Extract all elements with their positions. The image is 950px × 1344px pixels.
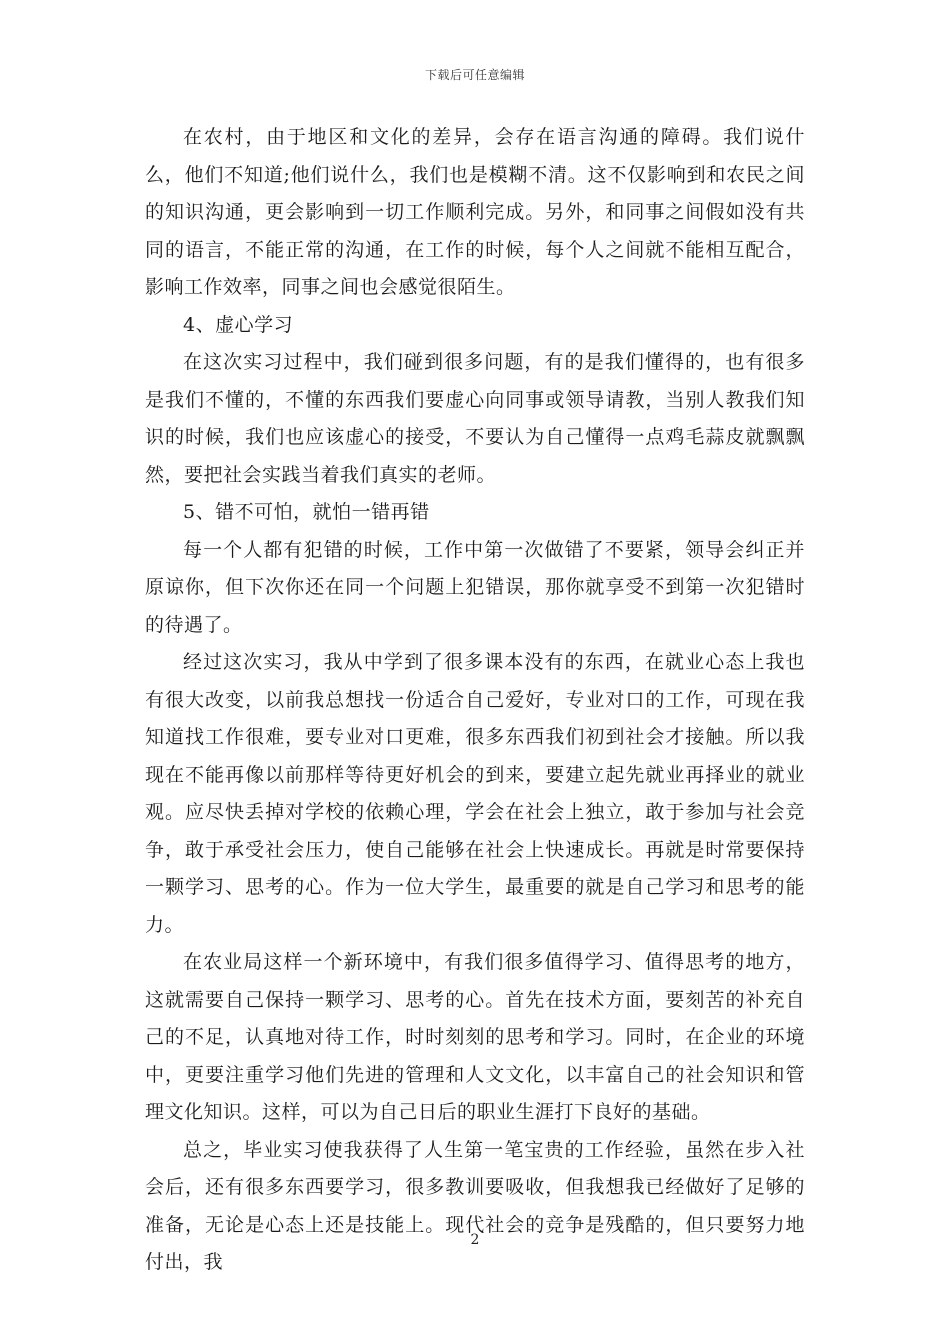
paragraph-humble-learning: 在这次实习过程中，我们碰到很多问题，有的是我们懂得的，也有很多是我们不懂的，不懂的东西我们要虚心向同事或领导请教，当别人教我们知识的时候，我们也应该虚心的接受，不要认为自己懂得一点鸡毛蒜皮就飘飘然，要把社会实践当着我们真实的老师。 (145, 351, 805, 486)
paragraph-conclusion: 总之，毕业实习使我获得了人生第一笔宝贵的工作经验，虽然在步入社会后，还有很多东西要学习，很多教训要吸收，但我想我已经做好了足够的准备，无论是心态上还是技能上。现代社会的竞争是残酷的，但只要努力地付出，我 (145, 1138, 805, 1273)
section-heading-humble-learning: 4、虚心学习 (183, 313, 294, 336)
section-heading-mistakes: 5、错不可怕，就怕一错再错 (183, 501, 430, 523)
paragraph-language-barrier: 在农村，由于地区和文化的差异，会存在语言沟通的障碍。我们说什么，他们不知道;他们说什么，我们也是模糊不清。这不仅影响到和农民之间的知识沟通，更会影响到一切工作顺利完成。另外，和同事之间假如没有共同的语言，不能正常的沟通，在工作的时候，每个人之间就不能相互配合，影响工作效率，同事之间也会感觉很陌生。 (145, 126, 805, 298)
header-note: 下载后可任意编辑 (424, 68, 525, 82)
paragraph-internship-gains: 经过这次实习，我从中学到了很多课本没有的东西，在就业心态上我也有很大改变，以前我总想找一份适合自己爱好，专业对口的工作，可现在我知道找工作很难，要专业对口更难，很多东西我们初到社会才接触。所以我现在不能再像以前那样等待更好机会的到来，要建立起先就业再择业的就业观。应尽快丢掉对学校的依赖心理，学会在社会上独立，敢于参加与社会竞争，敢于承受社会压力，使自己能够在社会上快速成长。再就是时常要保持一颗学习、思考的心。作为一位大学生，最重要的就是自己学习和思考的能力。 (145, 651, 805, 936)
document-body (145, 119, 805, 1282)
paragraph-mistakes: 每一个人都有犯错的时候，工作中第一次做错了不要紧，领导会纠正并原谅你，但下次你还在同一个问题上犯错误，那你就享受不到第一次犯错时的待遇了。 (145, 538, 805, 636)
page-number: 2 (470, 1232, 480, 1248)
paragraph-new-environment: 在农业局这样一个新环境中，有我们很多值得学习、值得思考的地方，这就需要自己保持一颗学习、思考的心。首先在技术方面，要刻苦的补充自己的不足，认真地对待工作，时时刻刻的思考和学习。同时，在企业的环境中，更要注重学习他们先进的管理和人文文化，以丰富自己的社会知识和管理文化知识。这样，可以为自己日后的职业生涯打下良好的基础。 (145, 951, 805, 1123)
